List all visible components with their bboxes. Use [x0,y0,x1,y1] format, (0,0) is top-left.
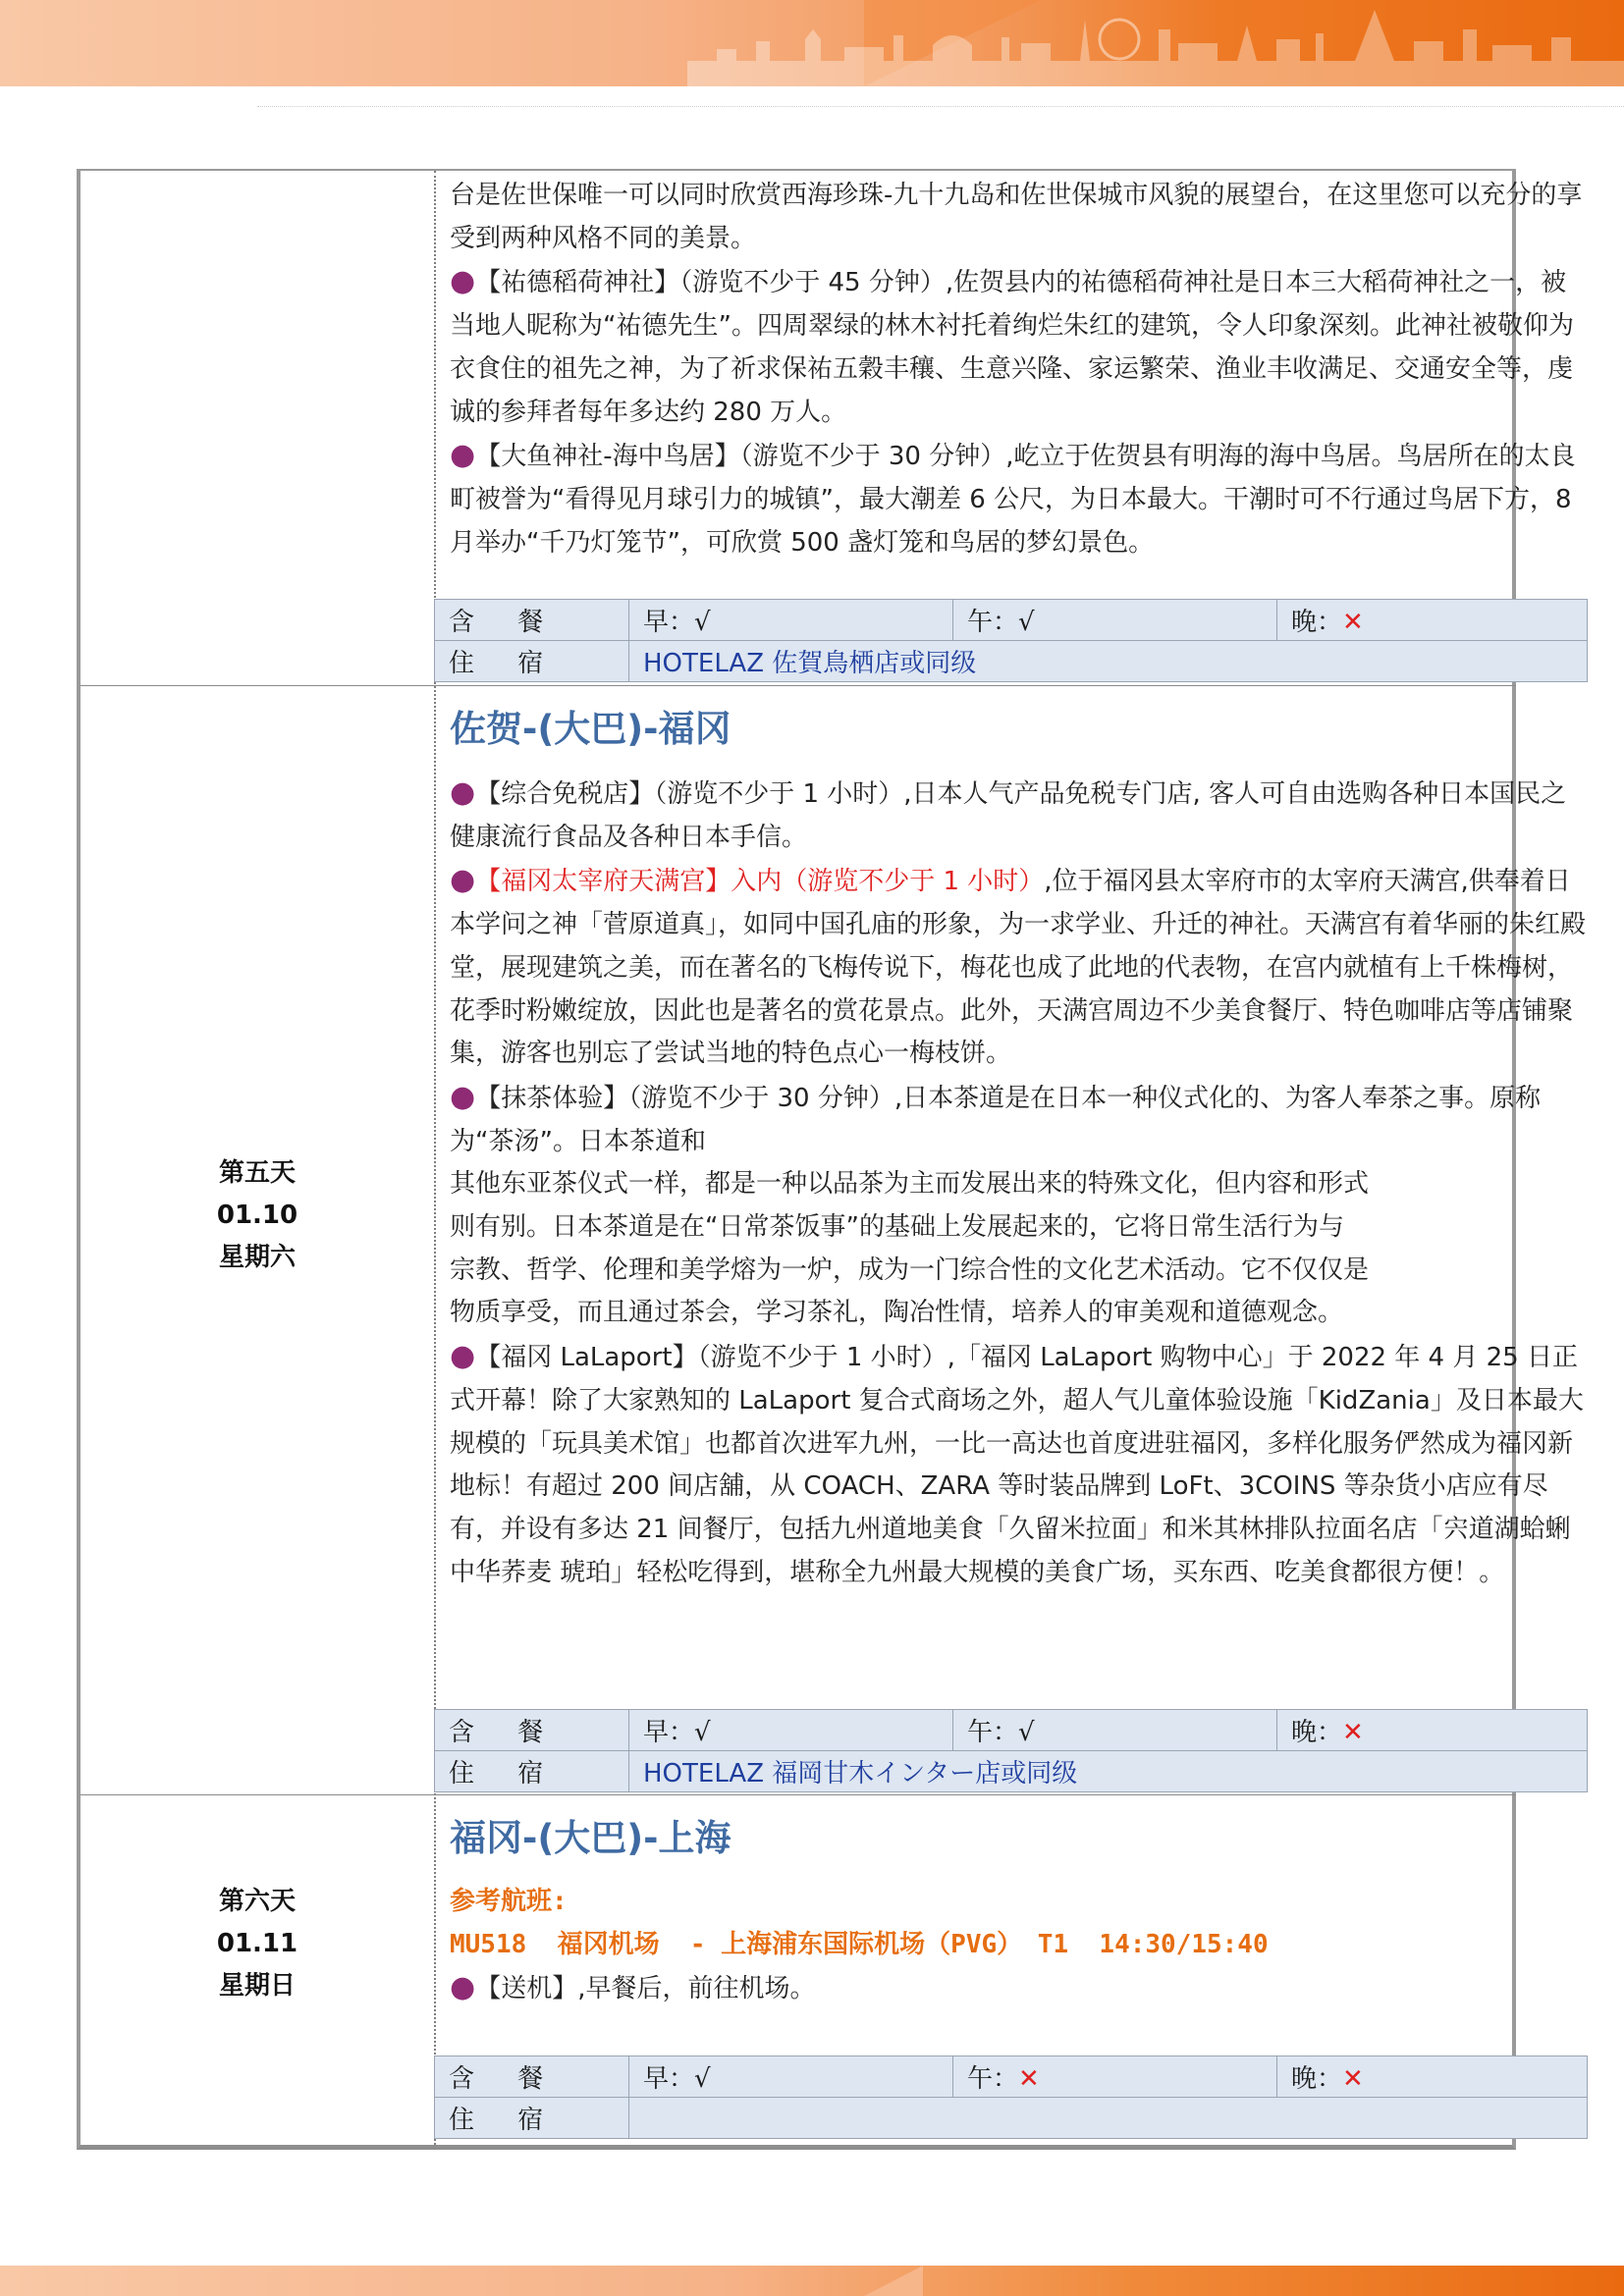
bullet-icon: ● [450,264,476,299]
list-item: ●【大鱼神社-海中鸟居】（游览不少于 30 分钟）,屹立于佐贺县有明海的海中鸟居。鸟居所在的太良町被誉为“看得见月球引力的城镇”，最大潮差 6 公尺，为日本最大。干潮时可不行通过鸟居下方，8 月举办“千乃灯笼节”，可欣赏 500 盏灯笼和鸟居的梦幻景色。 [450,438,1576,558]
lunch: 午：√ [953,1710,1277,1751]
footer-wedge [864,2266,923,2296]
day6-label [81,1881,434,2007]
day-weekday: 星期六 [218,1243,296,1272]
cross-icon: ✕ [1342,2064,1364,2094]
bullet-icon: ● [450,1079,476,1114]
text-line: 则有别。日本茶道是在“日常茶饭事”的基础上发展起来的，它将日常生活行为与 [450,1212,1344,1243]
breakfast: 早：√ [629,2056,953,2098]
flight-info: MU518 福冈机场 - 上海浦东国际机场（PVG） T1 14:30/15:40 [450,1929,1269,1959]
lunch: 午：✕ [953,2056,1277,2098]
text-line: 宗教、哲学、伦理和美学熔为一炉，成为一门综合性的文化艺术活动。它不仅仅是 [450,1255,1370,1285]
day5-content [450,772,1589,1594]
list-item: ●【送机】,早餐后，前往机场。 [450,1970,816,2005]
hotel-row [435,2098,1588,2139]
cross-icon: ✕ [1018,2064,1040,2094]
column-divider [434,171,436,2145]
dinner: 晚：✕ [1277,1710,1588,1751]
day6-meal-hotel [434,2056,1588,2139]
day-number: 第六天 [218,1887,296,1916]
cross-icon: ✕ [1342,608,1364,637]
text-line: 物质享受，而且通过茶会，学习茶礼，陶冶性情，培养人的审美观和道德观念。 [450,1298,1344,1328]
meal-label: 含 餐 [435,2056,629,2098]
meal-label: 含 餐 [435,1710,629,1751]
list-item: ●【抹茶体验】（游览不少于 30 分钟）,日本茶道是在日本一种仪式化的、为客人奉茶之事。原称为“茶汤”。日本茶道和 [450,1079,1542,1156]
dinner: 晚：✕ [1277,600,1588,641]
header-banner [0,0,1624,86]
meal-row [435,600,1588,641]
day-date: 01.10 [216,1201,298,1230]
hotel-name: HOTELAZ 佐賀鳥栖店或同级 [629,641,1588,682]
day6-title: 福冈-(大巴)-上海 [450,1817,731,1859]
day-separator [81,685,1516,686]
hotel-name [629,2098,1588,2139]
header-divider [257,106,1624,107]
list-item: ●【综合免税店】（游览不少于 1 小时）,日本人气产品免税专门店, 客人可自由选购各种日本国民之健康流行食品及各种日本手信。 [450,775,1567,852]
hotel-label: 住 宿 [435,2098,629,2139]
list-item: ●【祐德稻荷神社】（游览不少于 45 分钟）,佐贺县内的祐德稻荷神社是日本三大稻荷神社之一，被当地人昵称为“祐德先生”。四周翠绿的林木衬托着绚烂朱红的建筑，令人印象深刻。此神社被敬仰为衣食住的祖先之神，为了祈求保祐五穀丰穰、生意兴隆、家运繁荣、渔业丰收满足、交通安全等，虔诚的参拜者每年多达约 280 万人。 [450,264,1574,427]
day5-meal-hotel [434,1709,1588,1792]
day4-meal-hotel [434,599,1588,682]
meal-row [435,2056,1588,2098]
flight-label: 参考航班: [450,1887,568,1916]
bullet-icon: ● [450,1339,476,1374]
day4-intro: 台是佐世保唯一可以同时欣赏西海珍珠-九十九岛和佐世保城市风貌的展望台，在这里您可以充分的享受到两种风格不同的美景。 [450,181,1583,253]
day-weekday: 星期日 [218,1971,296,2001]
city-skyline-icon [687,0,1624,86]
cross-icon: ✕ [1342,1718,1364,1747]
day-date: 01.11 [216,1929,298,1958]
breakfast: 早：√ [629,1710,953,1751]
meal-row [435,1710,1588,1751]
bullet-icon: ● [450,775,476,810]
footer-banner [0,2266,1624,2296]
hotel-name: HOTELAZ 福岡甘木インター店或同级 [629,1751,1588,1792]
text-line: 其他东亚茶仪式一样，都是一种以品茶为主而发展出来的特殊文化，但内容和形式 [450,1169,1370,1200]
day5-label [81,1152,434,1279]
hotel-row [435,1751,1588,1792]
list-item: ●【福冈 LaLaport】（游览不少于 1 小时）,「福冈 LaLaport 购物中心」于 2022 年 4 月 25 日正式开幕！除了大家熟知的 LaLaport 复合式商场之外，超人气儿童体验设施「KidZania」及日本最大规模的「玩具美术馆」也都首次进军九州，一比一高达也首度进驻福冈，多样化服务俨然成为福冈新地标！有超过 200 间店舖，从 COACH、ZARA 等时装品牌到 LoFt、3COINS 等杂货小店应有尽有，并设有多达 21 间餐厅，包括九州道地美食「久留米拉面」和米其林排队拉面名店「宍道湖蛤蜊中华荞麦 琥珀」轻松吃得到，堪称全九州最大规模的美食广场，买东西、吃美食都很方便！。 [450,1339,1584,1587]
bullet-icon: ● [450,1970,476,2005]
breakfast: 早：√ [629,600,953,641]
itinerary-table [77,169,1587,2150]
day5-title: 佐贺-(大巴)-福冈 [450,708,731,750]
hotel-label: 住 宿 [435,641,629,682]
day4-content [450,175,1589,564]
day-separator [81,1794,1516,1795]
day-number: 第五天 [218,1158,296,1188]
day6-content [450,1881,1589,2011]
hotel-row [435,641,1588,682]
hotel-label: 住 宿 [435,1751,629,1792]
bullet-icon: ● [450,863,476,898]
lunch: 午：√ [953,600,1277,641]
dinner: 晚：✕ [1277,2056,1588,2098]
meal-label: 含 餐 [435,600,629,641]
list-item: ●【福冈太宰府天满宫】入内（游览不少于 1 小时）,位于福冈县太宰府市的太宰府天满宫,供奉着日本学问之神「菅原道真」，如同中国孔庙的形象，为一求学业、升迁的神社。天满宫有着华丽的朱红殿堂，展现建筑之美，而在著名的飞梅传说下，梅花也成了此地的代表物，在宫内就植有上千株梅树，花季时粉嫩绽放，因此也是著名的赏花景点。此外，天满宫周边不少美食餐厅、特色咖啡店等店铺聚集，游客也别忘了尝试当地的特色点心一梅枝饼。 [450,863,1587,1069]
bullet-icon: ● [450,438,476,473]
